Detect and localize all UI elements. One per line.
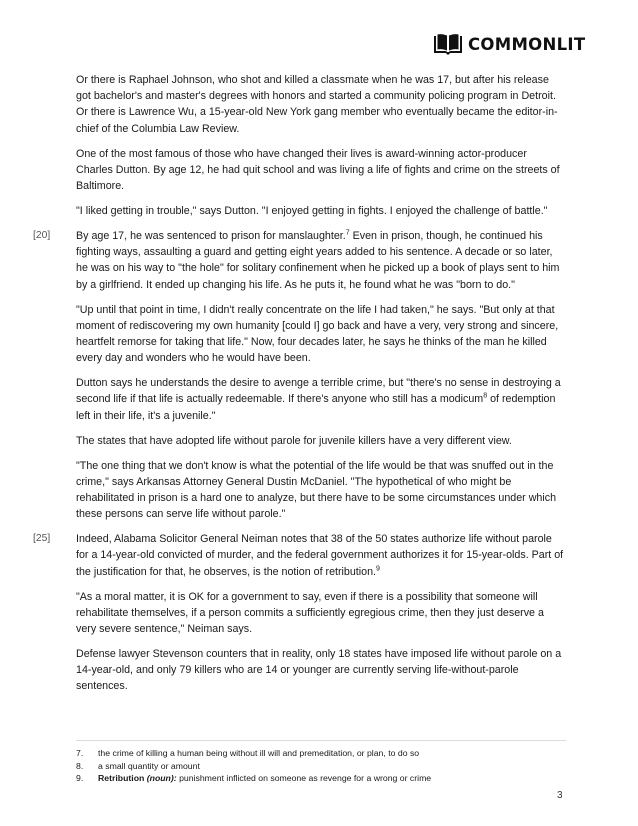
paragraph-text: Defense lawyer Stevenson counters that in reality, only 18 states have imposed life without parole on a 14-year-old, and only 79 killers who are 14 or younger are currently serving life-without-parole sentences. [76, 648, 562, 693]
paragraph-text: Indeed, Alabama Solicitor General Neiman notes that 38 of the 50 states authorize life without parole for a 14-year-old convicted of murder, and the federal government authorizes it for 15-year-olds. Part of the justification for that, he observes, is the notion of retribution. [76, 533, 564, 578]
paragraph-text: "Up until that point in time, I didn't really concentrate on the life I had taken," he says. "But only at that moment of rediscovering my own humanity [could I] go back and have a very, very strong and sincere, heartfelt remorse for taking that life." Now, four decades later, he says he thinks of the man he killed every day and wonders who he would have been. [76, 303, 559, 365]
paragraph-text: The states that have adopted life without parole for juvenile killers have a very different view. [76, 434, 512, 447]
paragraph [76, 302, 566, 367]
footnote-number: 7. [76, 748, 84, 758]
logo-text: COMMONLIT [468, 34, 586, 54]
paragraph [76, 146, 566, 195]
footnote [76, 760, 566, 773]
paragraph-text: Or there is Raphael Johnson, who shot and killed a classmate when he was 17, but after his release got bachelor's and master's degrees with honors and started a community policing program in Detroit. Or there is Lawrence Wu, a 15-year-old New York gang member who eventually became the editor-in-chief of the Columbia Law Review. [76, 74, 558, 135]
paragraph [76, 589, 566, 638]
footnote-ref[interactable]: 7 [345, 229, 350, 237]
footnote-text: the crime of killing a human being without ill will and premeditation, or plan, to do so [98, 748, 420, 758]
paragraph-text: "As a moral matter, it is OK for a government to say, even if there is a possibility that someone will rehabilitate themselves, if a person commits a sufficiently egregious crime, then they just deserve a very severe sentence," Neiman says. [76, 590, 544, 636]
footnote-number: 8. [76, 760, 84, 771]
paragraph [76, 72, 566, 137]
footnote-text: a small quantity or amount [98, 760, 200, 771]
paragraph-text: Dutton says he understands the desire to avenge a terrible crime, but "there's no sense in destroying a second life if that life is actually redeemable. If there's anyone who still has a modicum [76, 377, 561, 406]
page-number: 3 [557, 790, 563, 801]
footnote-number: 9. [76, 773, 84, 783]
commonlit-logo [433, 33, 585, 55]
paragraph [76, 203, 566, 219]
paragraph-text: Even in prison, though, he continued his fighting ways, assaulting a guard and getting eight years added to his sentence. A decade or so later, he was on his way to "the hole" for solitary confinement when he picked up a book of plays sent to him by a girlfriend. It ended up changing his life. As he puts it, he found what he was "born to do." [76, 230, 560, 291]
line-number: [25] [33, 533, 51, 545]
paragraph [33, 228, 566, 293]
article-body [33, 72, 566, 703]
footnote-ref[interactable]: 8 [483, 392, 488, 400]
paragraph-text: One of the most famous of those who have changed their lives is award-winning actor-producer Charles Dutton. By age 12, he had quit school and was living a life of fights and crime on the streets of Baltimore. [76, 147, 560, 193]
paragraph-text: "The one thing that we don't know is what the potential of the life would be that was snuffed out in the crime," says Arkansas Attorney General Dustin McDaniel. "The hypothetical of who might be rehabilitated in prison is a hard one to analyze, but there have to be some circumstances under which these persons can serve life without parole." [76, 459, 557, 521]
paragraph-text: "I liked getting in trouble," says Dutton. "I enjoyed getting in fights. I enjoyed the challenge of battle." [76, 205, 548, 218]
footnote-part-of-speech: (noun): [144, 773, 177, 783]
footnotes [76, 740, 566, 785]
footnote-ref[interactable]: 9 [376, 565, 380, 573]
footnote-text: punishment inflicted on someone as revenge for a wrong or crime [176, 773, 432, 783]
paragraph-text: of redemption left in their life, it's a juvenile." [76, 393, 556, 422]
footnote [76, 747, 566, 760]
paragraph [76, 433, 566, 449]
footnote-term: Retribution [98, 773, 145, 783]
paragraph [76, 458, 566, 523]
open-book-icon [433, 33, 463, 55]
paragraph [76, 646, 566, 695]
paragraph-text: By age 17, he was sentenced to prison for manslaughter. [76, 230, 346, 243]
paragraph [33, 531, 566, 580]
paragraph [76, 375, 566, 424]
line-number: [20] [33, 230, 51, 242]
footnote [76, 772, 566, 785]
